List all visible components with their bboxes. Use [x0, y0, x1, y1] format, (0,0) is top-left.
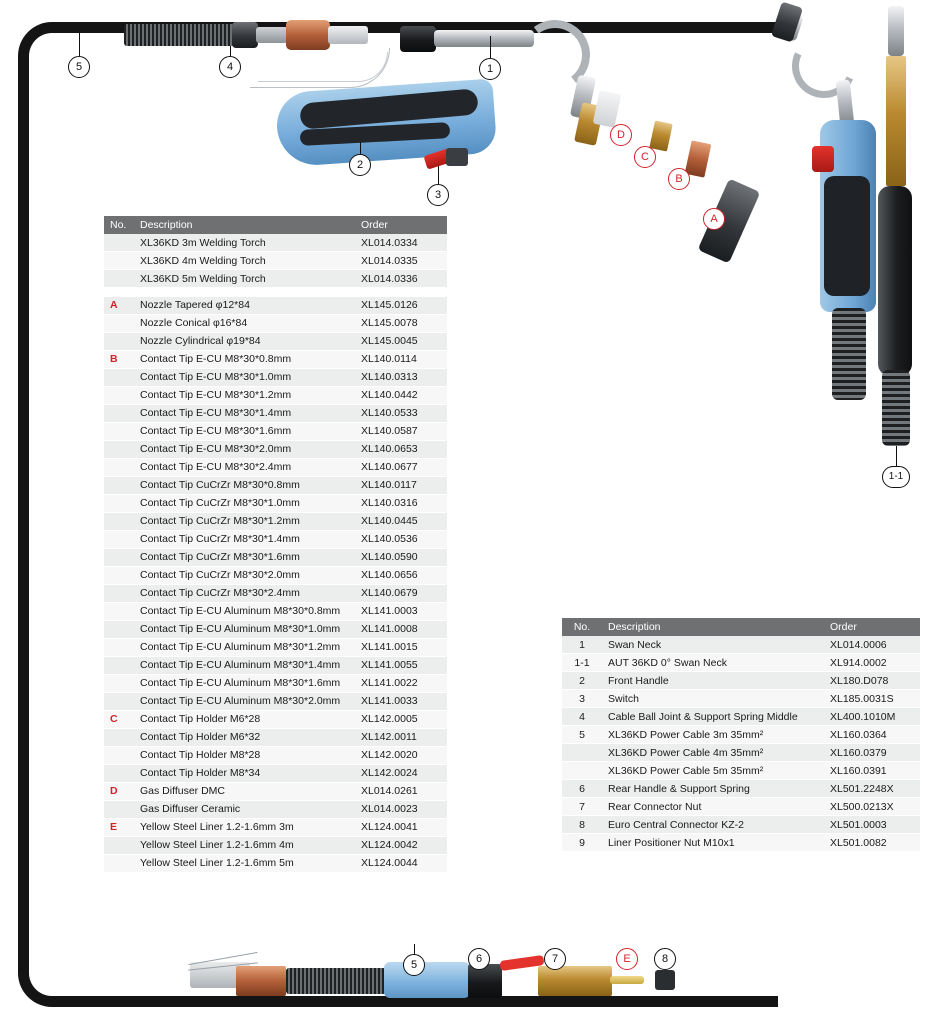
cell-order: XL145.0078	[355, 314, 447, 332]
table-row	[104, 350, 447, 368]
cell-description: Contact Tip E-CU M8*30*1.6mm	[134, 422, 355, 440]
table-row	[104, 234, 447, 252]
cell-no	[104, 638, 134, 656]
liner-positioner-nut	[655, 970, 675, 990]
cell-description: Nozzle Cylindrical φ19*84	[134, 332, 355, 350]
cell-order: XL160.0391	[824, 762, 920, 780]
support-spring-middle	[124, 24, 234, 46]
cell-no	[104, 494, 134, 512]
cell-description: Contact Tip E-CU Aluminum M8*30*1.4mm	[134, 656, 355, 674]
cell-description: Yellow Steel Liner 1.2-1.6mm 3m	[134, 818, 355, 836]
table-row	[104, 584, 447, 602]
euro-central-connector	[538, 966, 612, 996]
cell-description: Contact Tip E-CU M8*30*1.0mm	[134, 368, 355, 386]
cell-description: Contact Tip CuCrZr M8*30*0.8mm	[134, 476, 355, 494]
cell-description: Contact Tip Holder M8*28	[134, 746, 355, 764]
cell-order: XL180.D078	[824, 672, 920, 690]
control-wire-2	[258, 52, 388, 82]
table-row	[104, 674, 447, 692]
cell-no: B	[104, 350, 134, 368]
cell-order: XL124.0044	[355, 854, 447, 872]
leader-3	[438, 166, 439, 184]
cell-order: XL145.0045	[355, 332, 447, 350]
callout-6: 5	[403, 954, 425, 976]
table-row	[104, 422, 447, 440]
cell-order: XL142.0005	[355, 710, 447, 728]
cell-no	[104, 530, 134, 548]
cell-order: XL141.0033	[355, 692, 447, 710]
table-row	[104, 494, 447, 512]
cell-no	[104, 674, 134, 692]
cell-description: Contact Tip CuCrZr M8*30*1.2mm	[134, 512, 355, 530]
cell-order: XL160.0379	[824, 744, 920, 762]
callout-3: 3	[427, 184, 449, 206]
cell-order: XL140.0653	[355, 440, 447, 458]
table-row	[562, 798, 920, 816]
table-row	[104, 252, 447, 270]
cell-order: XL185.0031S	[824, 690, 920, 708]
table-row	[562, 762, 920, 780]
cell-description: Rear Connector Nut	[602, 798, 824, 816]
table-row	[562, 726, 920, 744]
cell-order: XL160.0364	[824, 726, 920, 744]
swan-neck-straight-tube	[434, 30, 534, 47]
cell-no	[104, 584, 134, 602]
callout-E: E	[616, 948, 638, 970]
cell-order: XL140.0316	[355, 494, 447, 512]
table-header-row	[562, 618, 920, 636]
cell-description: Switch	[602, 690, 824, 708]
cell-description: Cable Ball Joint & Support Spring Middle	[602, 708, 824, 726]
table-row	[104, 602, 447, 620]
consumables-table	[104, 216, 447, 873]
cell-description: Contact Tip E-CU Aluminum M8*30*0.8mm	[134, 602, 355, 620]
leader-1-1	[896, 446, 897, 466]
cell-description: Contact Tip E-CU M8*30*1.4mm	[134, 404, 355, 422]
cell-order: XL014.0023	[355, 800, 447, 818]
cell-no	[104, 332, 134, 350]
table-spacer-row	[104, 288, 447, 297]
cell-no: 2	[562, 672, 602, 690]
table-row	[104, 530, 447, 548]
cell-no	[104, 746, 134, 764]
cell-description: Contact Tip CuCrZr M8*30*2.4mm	[134, 584, 355, 602]
cell-description: Contact Tip E-CU Aluminum M8*30*1.6mm	[134, 674, 355, 692]
callout-5: 5	[68, 56, 90, 78]
cell-order: XL014.0335	[355, 252, 447, 270]
cell-no	[104, 386, 134, 404]
torch1-support-spring	[832, 308, 866, 400]
table-row	[104, 638, 447, 656]
cell-description: Rear Handle & Support Spring	[602, 780, 824, 798]
copper-contact-sleeve	[286, 20, 330, 50]
table-row	[104, 314, 447, 332]
torch2-black-handle	[878, 186, 912, 376]
table-row	[562, 708, 920, 726]
cell-order: XL141.0015	[355, 638, 447, 656]
table-row	[562, 672, 920, 690]
table-row	[104, 854, 447, 872]
cell-description: Contact Tip Holder M8*34	[134, 764, 355, 782]
cell-no: 8	[562, 816, 602, 834]
cell-no	[562, 762, 602, 780]
callout-A: A	[703, 208, 725, 230]
cell-no: A	[104, 297, 134, 315]
cell-description: Yellow Steel Liner 1.2-1.6mm 5m	[134, 854, 355, 872]
cell-no: 7	[562, 798, 602, 816]
torch2-neck-tip	[888, 6, 904, 56]
callout-4: 4	[219, 56, 241, 78]
table-row	[562, 654, 920, 672]
cell-no: 5	[562, 726, 602, 744]
table-row	[104, 800, 447, 818]
rear-connector-nut	[468, 964, 502, 998]
table-row	[104, 818, 447, 836]
cell-no: 4	[562, 708, 602, 726]
table-row	[104, 620, 447, 638]
cable-ferrule	[256, 27, 288, 43]
table-row	[104, 270, 447, 288]
cell-order: XL142.0024	[355, 764, 447, 782]
liner-shaft	[610, 976, 644, 984]
cell-order: XL140.0587	[355, 422, 447, 440]
spacer-cell	[104, 288, 447, 297]
cell-no	[104, 458, 134, 476]
cell-description: Gas Diffuser DMC	[134, 782, 355, 800]
rear-support-spring	[286, 968, 386, 994]
cell-order: XL145.0126	[355, 297, 447, 315]
torch1-nozzle	[771, 1, 803, 42]
cell-description: Contact Tip E-CU Aluminum M8*30*1.2mm	[134, 638, 355, 656]
cell-order: XL124.0041	[355, 818, 447, 836]
cell-description: Contact Tip CuCrZr M8*30*2.0mm	[134, 566, 355, 584]
cell-description: Contact Tip E-CU Aluminum M8*30*2.0mm	[134, 692, 355, 710]
header-description: Description	[602, 618, 824, 636]
cell-description: Euro Central Connector KZ-2	[602, 816, 824, 834]
header-description: Description	[134, 216, 355, 234]
cell-order: XL501.0082	[824, 834, 920, 852]
table-row	[104, 512, 447, 530]
cell-no	[104, 234, 134, 252]
cell-description: Contact Tip E-CU M8*30*2.0mm	[134, 440, 355, 458]
table-row	[104, 332, 447, 350]
table-row	[562, 744, 920, 762]
callout-1: 1	[479, 58, 501, 80]
cell-no	[104, 836, 134, 854]
table-row	[104, 764, 447, 782]
cell-description: Contact Tip E-CU M8*30*0.8mm	[134, 350, 355, 368]
cell-order: XL140.0313	[355, 368, 447, 386]
cell-order: XL140.0656	[355, 566, 447, 584]
table-row	[104, 386, 447, 404]
cell-order: XL140.0445	[355, 512, 447, 530]
cell-description: XL36KD 4m Welding Torch	[134, 252, 355, 270]
cell-no: 9	[562, 834, 602, 852]
cell-order: XL142.0020	[355, 746, 447, 764]
leader-5	[79, 30, 80, 56]
cell-order: XL140.0536	[355, 530, 447, 548]
callout-7: 6	[468, 948, 490, 970]
cell-no: 1-1	[562, 654, 602, 672]
cell-description: XL36KD 3m Welding Torch	[134, 234, 355, 252]
cell-description: Front Handle	[602, 672, 824, 690]
table-row	[104, 692, 447, 710]
cell-no: 1	[562, 636, 602, 654]
header-order: Order	[824, 618, 920, 636]
cell-order: XL501.2248X	[824, 780, 920, 798]
cell-description: Contact Tip Holder M6*28	[134, 710, 355, 728]
cell-description: Yellow Steel Liner 1.2-1.6mm 4m	[134, 836, 355, 854]
cell-no: E	[104, 818, 134, 836]
cell-description: Gas Diffuser Ceramic	[134, 800, 355, 818]
cell-no	[104, 314, 134, 332]
cell-description: XL36KD Power Cable 5m 35mm²	[602, 762, 824, 780]
leader-2	[360, 142, 361, 154]
cell-description: Swan Neck	[602, 636, 824, 654]
cell-order: XL124.0042	[355, 836, 447, 854]
cell-no: D	[104, 782, 134, 800]
table-row	[562, 834, 920, 852]
callout-C: C	[634, 146, 656, 168]
cell-no: 3	[562, 690, 602, 708]
cell-order: XL400.1010M	[824, 708, 920, 726]
cell-no	[104, 440, 134, 458]
cell-order: XL014.0006	[824, 636, 920, 654]
table-row	[104, 710, 447, 728]
table-row	[562, 780, 920, 798]
table-row	[104, 368, 447, 386]
header-no: No.	[562, 618, 602, 636]
cell-no	[104, 512, 134, 530]
table-row	[104, 548, 447, 566]
cell-no	[104, 422, 134, 440]
table-row	[104, 476, 447, 494]
cell-order: XL014.0261	[355, 782, 447, 800]
cell-description: Contact Tip CuCrZr M8*30*1.4mm	[134, 530, 355, 548]
table-row	[104, 404, 447, 422]
cell-order: XL140.0677	[355, 458, 447, 476]
cell-no	[104, 270, 134, 288]
ball-joint-collar	[232, 22, 258, 48]
cell-no	[104, 656, 134, 674]
cell-no	[104, 620, 134, 638]
cell-description: Contact Tip E-CU M8*30*2.4mm	[134, 458, 355, 476]
cell-description: Liner Positioner Nut M10x1	[602, 834, 824, 852]
header-order: Order	[355, 216, 447, 234]
switch-body	[446, 148, 468, 166]
table-row	[104, 440, 447, 458]
table-row	[104, 656, 447, 674]
cell-no	[104, 602, 134, 620]
torch2-brass-tube	[886, 56, 906, 186]
cell-order: XL140.0114	[355, 350, 447, 368]
rear-handle	[384, 962, 470, 998]
cell-order: XL141.0022	[355, 674, 447, 692]
table-row	[104, 566, 447, 584]
cell-order: XL140.0117	[355, 476, 447, 494]
cell-description: Contact Tip CuCrZr M8*30*1.0mm	[134, 494, 355, 512]
table-row	[562, 816, 920, 834]
cell-description: XL36KD Power Cable 3m 35mm²	[602, 726, 824, 744]
table-row	[104, 297, 447, 315]
cell-order: XL141.0008	[355, 620, 447, 638]
cell-order: XL014.0334	[355, 234, 447, 252]
cable-end-fitting	[328, 26, 368, 44]
cell-order: XL140.0533	[355, 404, 447, 422]
cell-description: Contact Tip CuCrZr M8*30*1.6mm	[134, 548, 355, 566]
cell-order: XL140.0442	[355, 386, 447, 404]
cell-no	[104, 476, 134, 494]
table-row	[104, 746, 447, 764]
table-row	[104, 458, 447, 476]
callout-B: B	[668, 168, 690, 190]
callout-D: D	[610, 124, 632, 146]
table-row	[104, 836, 447, 854]
cell-no	[104, 566, 134, 584]
torch2-support-spring	[882, 370, 910, 446]
table-row	[562, 636, 920, 654]
cell-description: Nozzle Tapered φ12*84	[134, 297, 355, 315]
cell-no	[104, 854, 134, 872]
cell-order: XL141.0055	[355, 656, 447, 674]
callout-8: 7	[544, 948, 566, 970]
cell-order: XL501.0003	[824, 816, 920, 834]
cell-order: XL014.0336	[355, 270, 447, 288]
assembly-table	[562, 618, 920, 852]
cell-order: XL914.0002	[824, 654, 920, 672]
leader-4	[230, 46, 231, 56]
cell-no	[104, 728, 134, 746]
cell-order: XL140.0679	[355, 584, 447, 602]
leader-1	[490, 36, 491, 58]
cell-description: Nozzle Conical φ16*84	[134, 314, 355, 332]
cell-no	[562, 744, 602, 762]
cell-no	[104, 800, 134, 818]
cell-order: XL142.0011	[355, 728, 447, 746]
table-row	[562, 690, 920, 708]
cell-description: Contact Tip E-CU M8*30*1.2mm	[134, 386, 355, 404]
cell-description: XL36KD Power Cable 4m 35mm²	[602, 744, 824, 762]
bottom-copper-sleeve	[236, 966, 286, 996]
cell-description: Contact Tip E-CU Aluminum M8*30*1.0mm	[134, 620, 355, 638]
cell-description: Contact Tip Holder M6*32	[134, 728, 355, 746]
cell-no	[104, 548, 134, 566]
table-header-row	[104, 216, 447, 234]
swan-neck-rear-collar	[400, 26, 436, 52]
cell-description: XL36KD 5m Welding Torch	[134, 270, 355, 288]
torch1-trigger	[812, 146, 834, 172]
table-row	[104, 728, 447, 746]
torch1-grip-pad	[824, 176, 870, 296]
cell-no	[104, 252, 134, 270]
cell-no: 6	[562, 780, 602, 798]
cell-order: XL140.0590	[355, 548, 447, 566]
cell-no: C	[104, 710, 134, 728]
cell-no	[104, 692, 134, 710]
cell-description: AUT 36KD 0° Swan Neck	[602, 654, 824, 672]
callout-9: 8	[654, 948, 676, 970]
table-row	[104, 782, 447, 800]
cell-no	[104, 368, 134, 386]
cell-no	[104, 404, 134, 422]
cell-order: XL141.0003	[355, 602, 447, 620]
header-no: No.	[104, 216, 134, 234]
cell-order: XL500.0213X	[824, 798, 920, 816]
callout-2: 2	[349, 154, 371, 176]
cell-no	[104, 764, 134, 782]
callout-1-1: 1-1	[882, 466, 910, 488]
